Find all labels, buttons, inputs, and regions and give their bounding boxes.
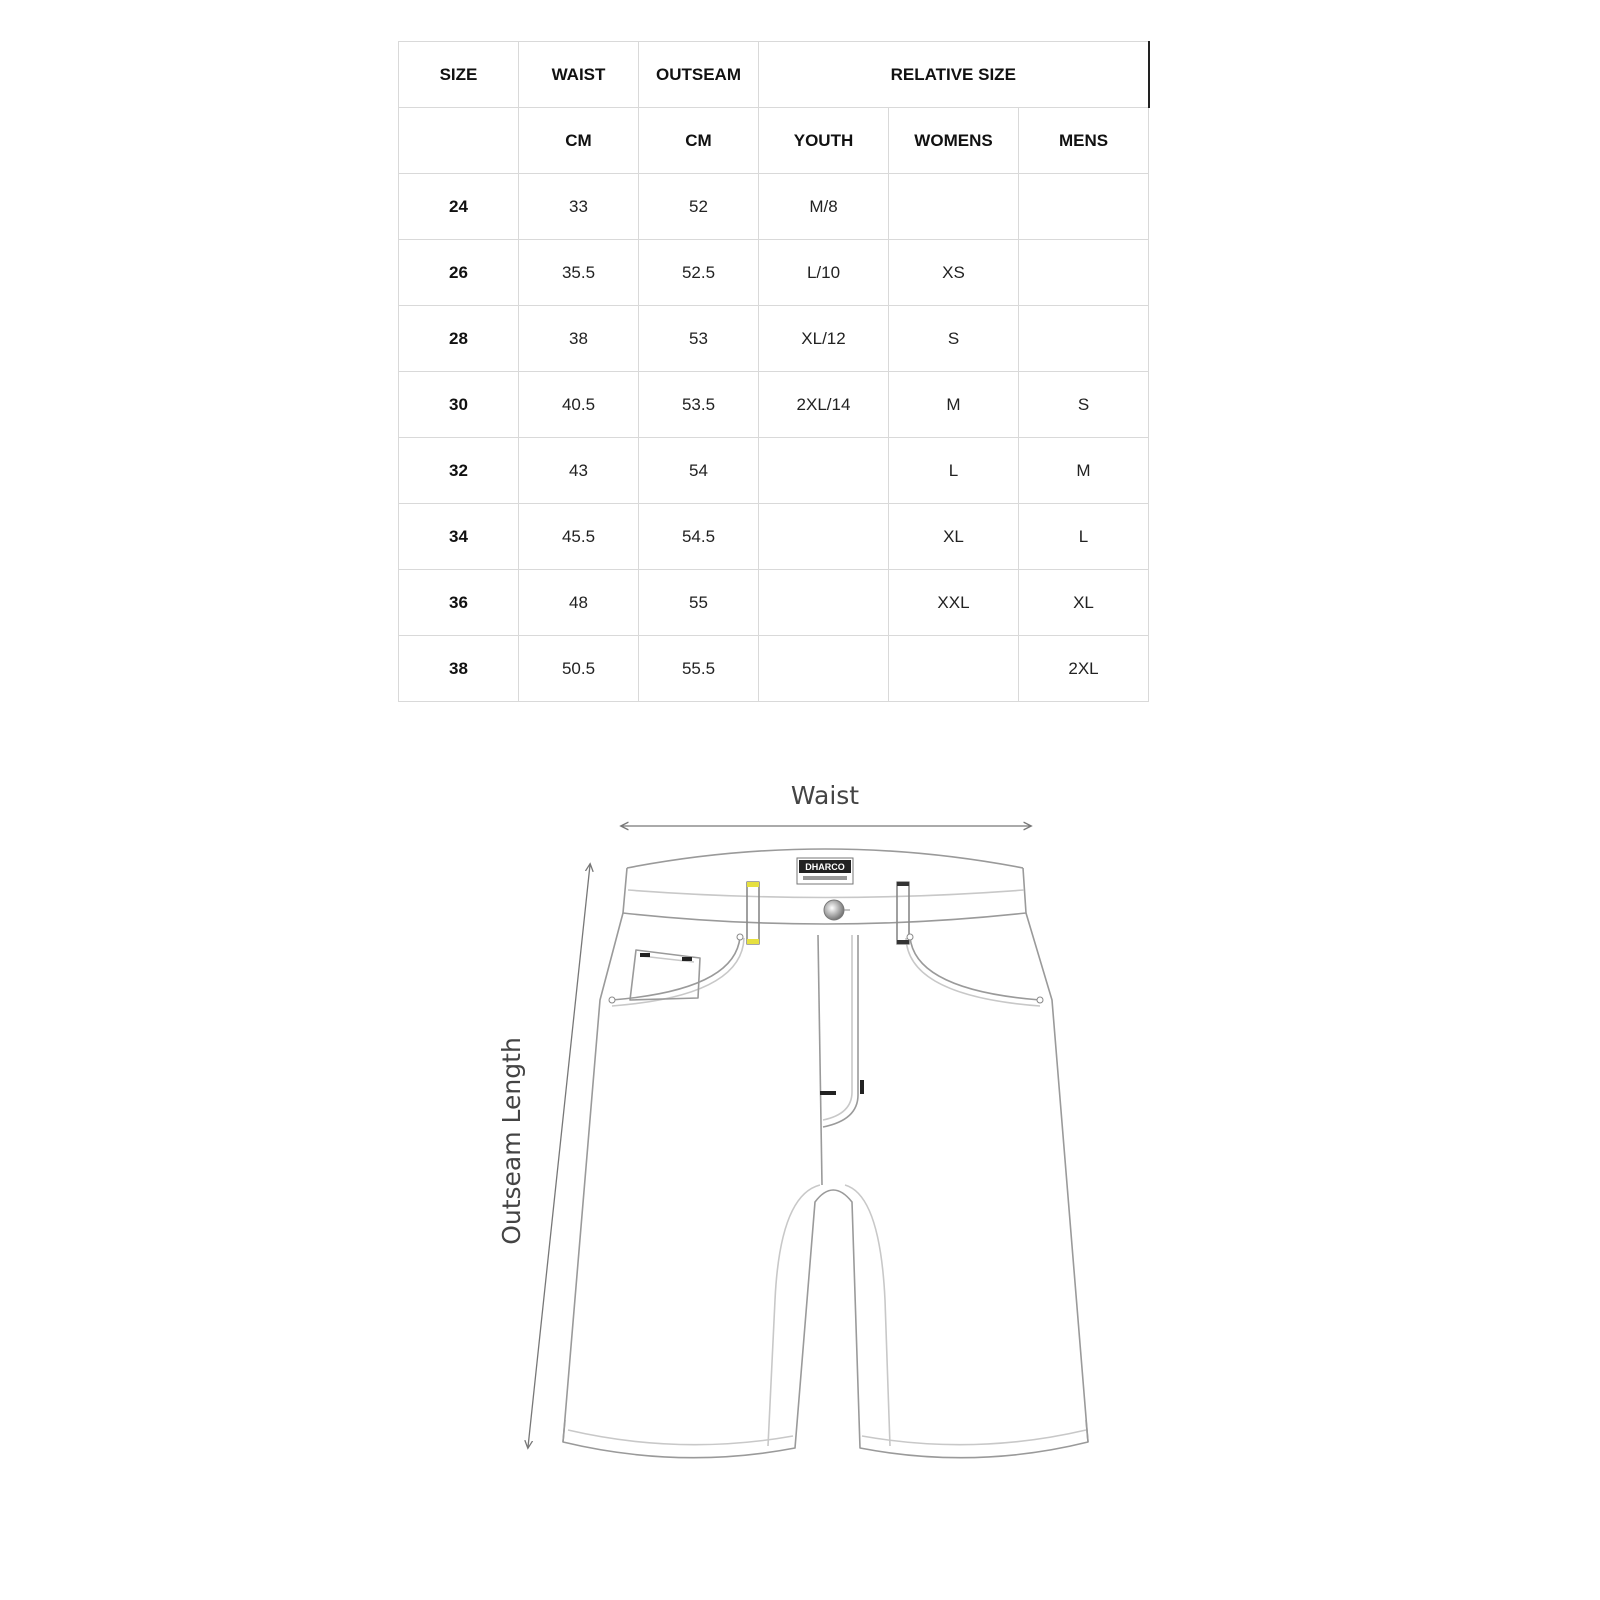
table-row: [399, 306, 1149, 372]
size-chart-table: [398, 41, 1150, 702]
cell-mens: M: [1019, 438, 1149, 504]
belt-loop-accent: [747, 939, 759, 944]
cell-size: 24: [399, 174, 519, 240]
cell-outseam: 53: [639, 306, 759, 372]
table-row: [399, 504, 1149, 570]
cell-outseam: 55.5: [639, 636, 759, 702]
cell-waist: 40.5: [519, 372, 639, 438]
cell-youth: [759, 438, 889, 504]
cell-outseam: 52: [639, 174, 759, 240]
cell-womens: [889, 636, 1019, 702]
cell-womens: XL: [889, 504, 1019, 570]
rivets: [609, 934, 1043, 1003]
cell-mens: [1019, 306, 1149, 372]
cell-size: 32: [399, 438, 519, 504]
cell-size: 26: [399, 240, 519, 306]
cell-waist: 35.5: [519, 240, 639, 306]
cell-outseam: 54: [639, 438, 759, 504]
cell-youth: [759, 570, 889, 636]
shorts-outline: [563, 849, 1088, 1458]
bar-tacks: [640, 953, 864, 1095]
brand-tag: [797, 858, 853, 884]
cell-size: 28: [399, 306, 519, 372]
brand-tag-text: DHARCO: [805, 862, 845, 872]
cell-youth: L/10: [759, 240, 889, 306]
header-waist: WAIST: [519, 42, 639, 108]
cell-mens: [1019, 240, 1149, 306]
cell-mens: 2XL: [1019, 636, 1149, 702]
shorts-measurement-diagram: [0, 760, 1600, 1480]
cell-mens: [1019, 174, 1149, 240]
belt-loop-accent: [747, 882, 759, 887]
belt-loop-accent: [897, 940, 909, 944]
cell-mens: L: [1019, 504, 1149, 570]
table-row: [399, 570, 1149, 636]
belt-loop-accent: [897, 882, 909, 886]
cell-womens: XS: [889, 240, 1019, 306]
cell-waist: 50.5: [519, 636, 639, 702]
cell-outseam: 52.5: [639, 240, 759, 306]
cell-youth: XL/12: [759, 306, 889, 372]
cell-mens: S: [1019, 372, 1149, 438]
subheader-empty: [399, 108, 519, 174]
waist-button-icon: [824, 900, 844, 920]
cell-womens: L: [889, 438, 1019, 504]
table-row: [399, 174, 1149, 240]
subheader-youth: YOUTH: [759, 108, 889, 174]
header-outseam: OUTSEAM: [639, 42, 759, 108]
cell-womens: M: [889, 372, 1019, 438]
subheader-womens: WOMENS: [889, 108, 1019, 174]
subheader-waist-unit: CM: [519, 108, 639, 174]
cell-womens: XXL: [889, 570, 1019, 636]
cell-size: 30: [399, 372, 519, 438]
cell-outseam: 55: [639, 570, 759, 636]
cell-youth: M/8: [759, 174, 889, 240]
table-row: [399, 372, 1149, 438]
cell-mens: XL: [1019, 570, 1149, 636]
cell-size: 36: [399, 570, 519, 636]
cell-outseam: 54.5: [639, 504, 759, 570]
cell-womens: S: [889, 306, 1019, 372]
cell-waist: 43: [519, 438, 639, 504]
waist-label: Waist: [790, 781, 860, 810]
cell-waist: 48: [519, 570, 639, 636]
cell-youth: [759, 636, 889, 702]
header-relative-size: RELATIVE SIZE: [759, 42, 1149, 108]
cell-outseam: 53.5: [639, 372, 759, 438]
cell-waist: 38: [519, 306, 639, 372]
cell-size: 38: [399, 636, 519, 702]
cell-size: 34: [399, 504, 519, 570]
table-row: [399, 636, 1149, 702]
table-row: [399, 438, 1149, 504]
outseam-length-label: Outseam Length: [497, 1037, 526, 1245]
header-size: SIZE: [399, 42, 519, 108]
cell-youth: 2XL/14: [759, 372, 889, 438]
cell-waist: 33: [519, 174, 639, 240]
subheader-row: [399, 108, 1149, 174]
table-row: [399, 240, 1149, 306]
cell-womens: [889, 174, 1019, 240]
outseam-arrow: [528, 865, 590, 1447]
header-row: [399, 42, 1149, 108]
cell-youth: [759, 504, 889, 570]
subheader-outseam-unit: CM: [639, 108, 759, 174]
subheader-mens: MENS: [1019, 108, 1149, 174]
cell-waist: 45.5: [519, 504, 639, 570]
